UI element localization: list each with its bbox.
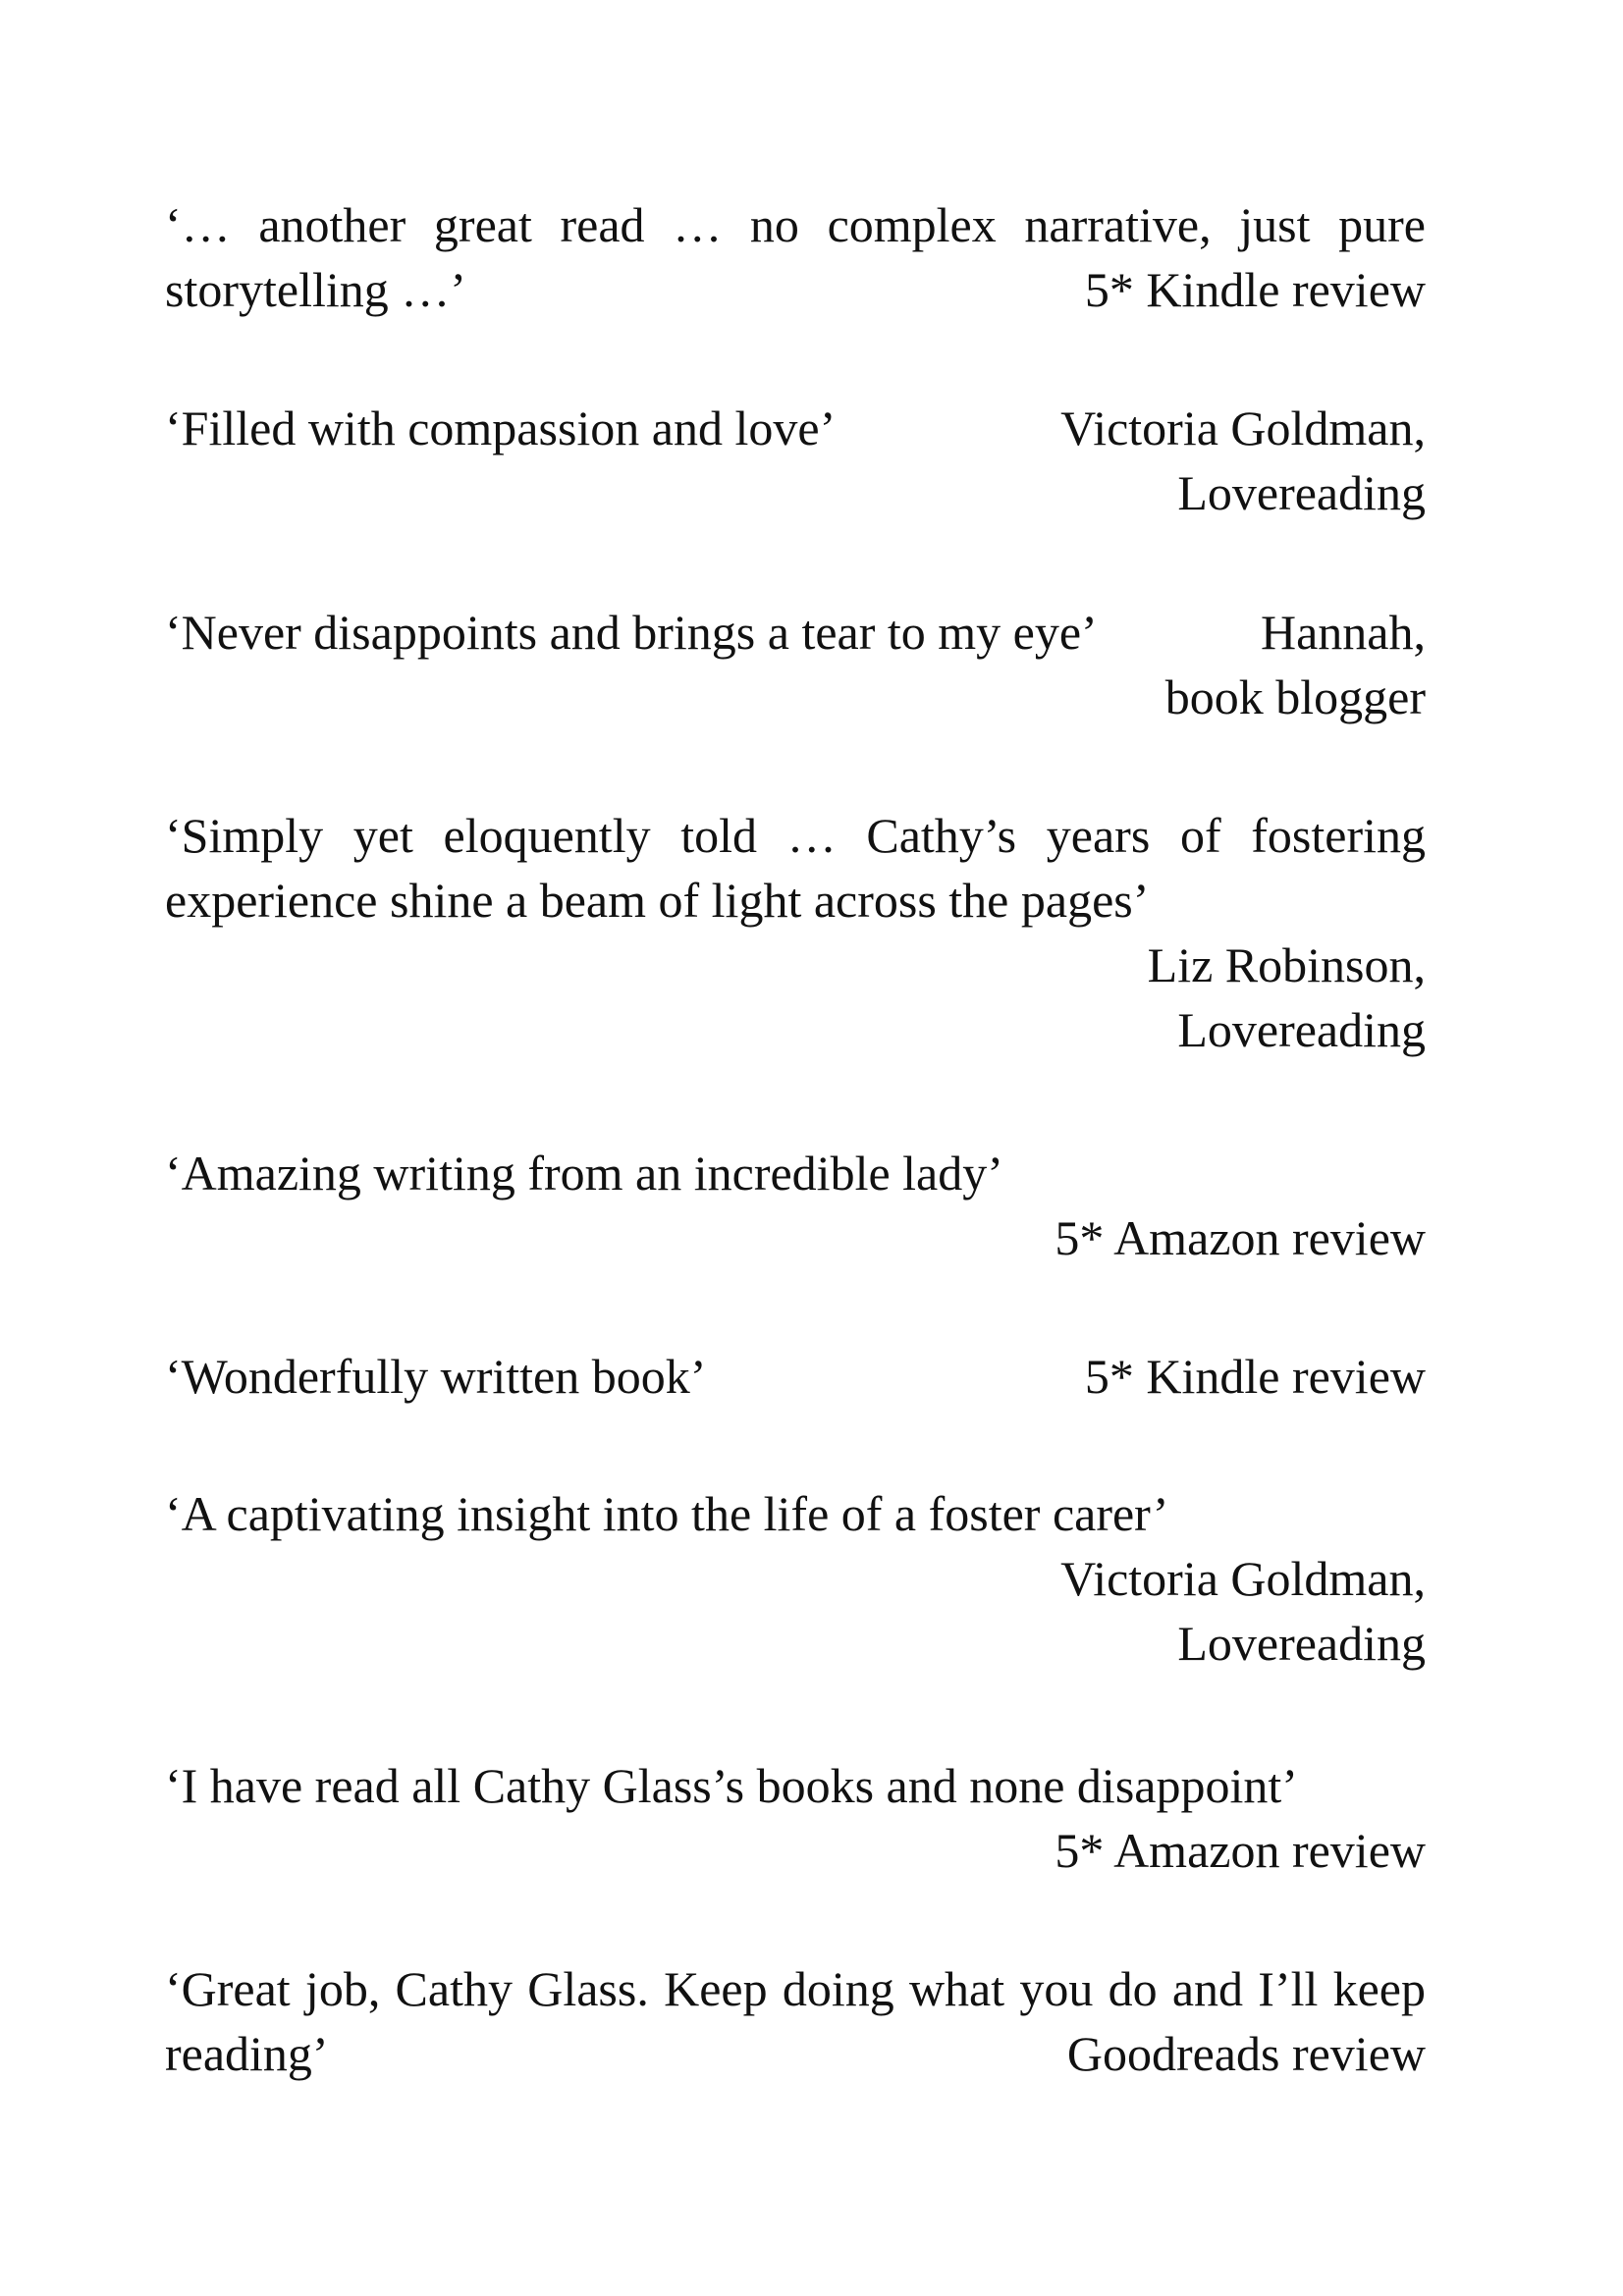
review-attribution: Lovereading [1177, 1002, 1426, 1057]
review-line [165, 1546, 1426, 1611]
review-attribution: book blogger [1164, 669, 1426, 724]
review-quote-line: ‘… another great read … no complex narrative, just pure [165, 197, 1426, 252]
review-quote: reading’ [165, 2026, 329, 2081]
review-line [165, 997, 1426, 1062]
review-line [165, 1205, 1426, 1270]
review-line [165, 1344, 1426, 1409]
review-attribution: Lovereading [1177, 465, 1426, 520]
review-quote: ‘Filled with compassion and love’ [165, 400, 837, 455]
review-quote: ‘Amazing writing from an incredible lady’ [165, 1146, 1003, 1201]
review-attribution: Victoria Goldman, [1060, 1551, 1426, 1606]
review-quote: ‘A captivating insight into the life of a foster carer’ [165, 1486, 1169, 1541]
review-quote-line: ‘Simply yet eloquently told … Cathy’s years of fostering [165, 808, 1426, 863]
review-block [165, 600, 1426, 729]
review-line [165, 1141, 1426, 1205]
review-line [165, 2021, 1426, 2086]
review-line [165, 600, 1426, 665]
review-line [165, 1611, 1426, 1676]
review-line [165, 1818, 1426, 1883]
review-block [165, 1141, 1426, 1270]
review-quote: ‘Wonderfully written book’ [165, 1349, 707, 1404]
review-block [165, 192, 1426, 322]
review-line [165, 257, 1426, 322]
review-line [165, 396, 1426, 460]
review-line [165, 665, 1426, 729]
review-line [165, 1481, 1426, 1546]
review-block [165, 396, 1426, 525]
review-quote-line: ‘Great job, Cathy Glass. Keep doing what you do and I’ll keep [165, 1961, 1426, 2016]
review-attribution: Liz Robinson, [1147, 937, 1426, 992]
review-block [165, 1956, 1426, 2086]
review-line [165, 1753, 1426, 1818]
review-quote: experience shine a beam of light across the pages’ [165, 873, 1150, 928]
review-quote: ‘Never disappoints and brings a tear to my eye’ [165, 605, 1098, 660]
review-quote: ‘I have read all Cathy Glass’s books and none disappoint’ [165, 1758, 1298, 1813]
review-quote: storytelling …’ [165, 262, 466, 317]
review-attribution: Victoria Goldman, [1060, 400, 1426, 455]
review-attribution: Hannah, [1261, 605, 1426, 660]
review-block [165, 803, 1426, 1062]
review-block [165, 1344, 1426, 1409]
review-line [165, 868, 1426, 933]
review-attribution: 5* Kindle review [1084, 262, 1426, 317]
review-attribution: 5* Amazon review [1055, 1823, 1426, 1878]
review-line [165, 460, 1426, 525]
review-attribution: 5* Kindle review [1084, 1349, 1426, 1404]
review-line [165, 933, 1426, 997]
review-block [165, 1753, 1426, 1883]
review-attribution: Goodreads review [1066, 2026, 1426, 2081]
review-attribution: 5* Amazon review [1055, 1210, 1426, 1265]
review-block [165, 1481, 1426, 1676]
review-attribution: Lovereading [1177, 1616, 1426, 1671]
